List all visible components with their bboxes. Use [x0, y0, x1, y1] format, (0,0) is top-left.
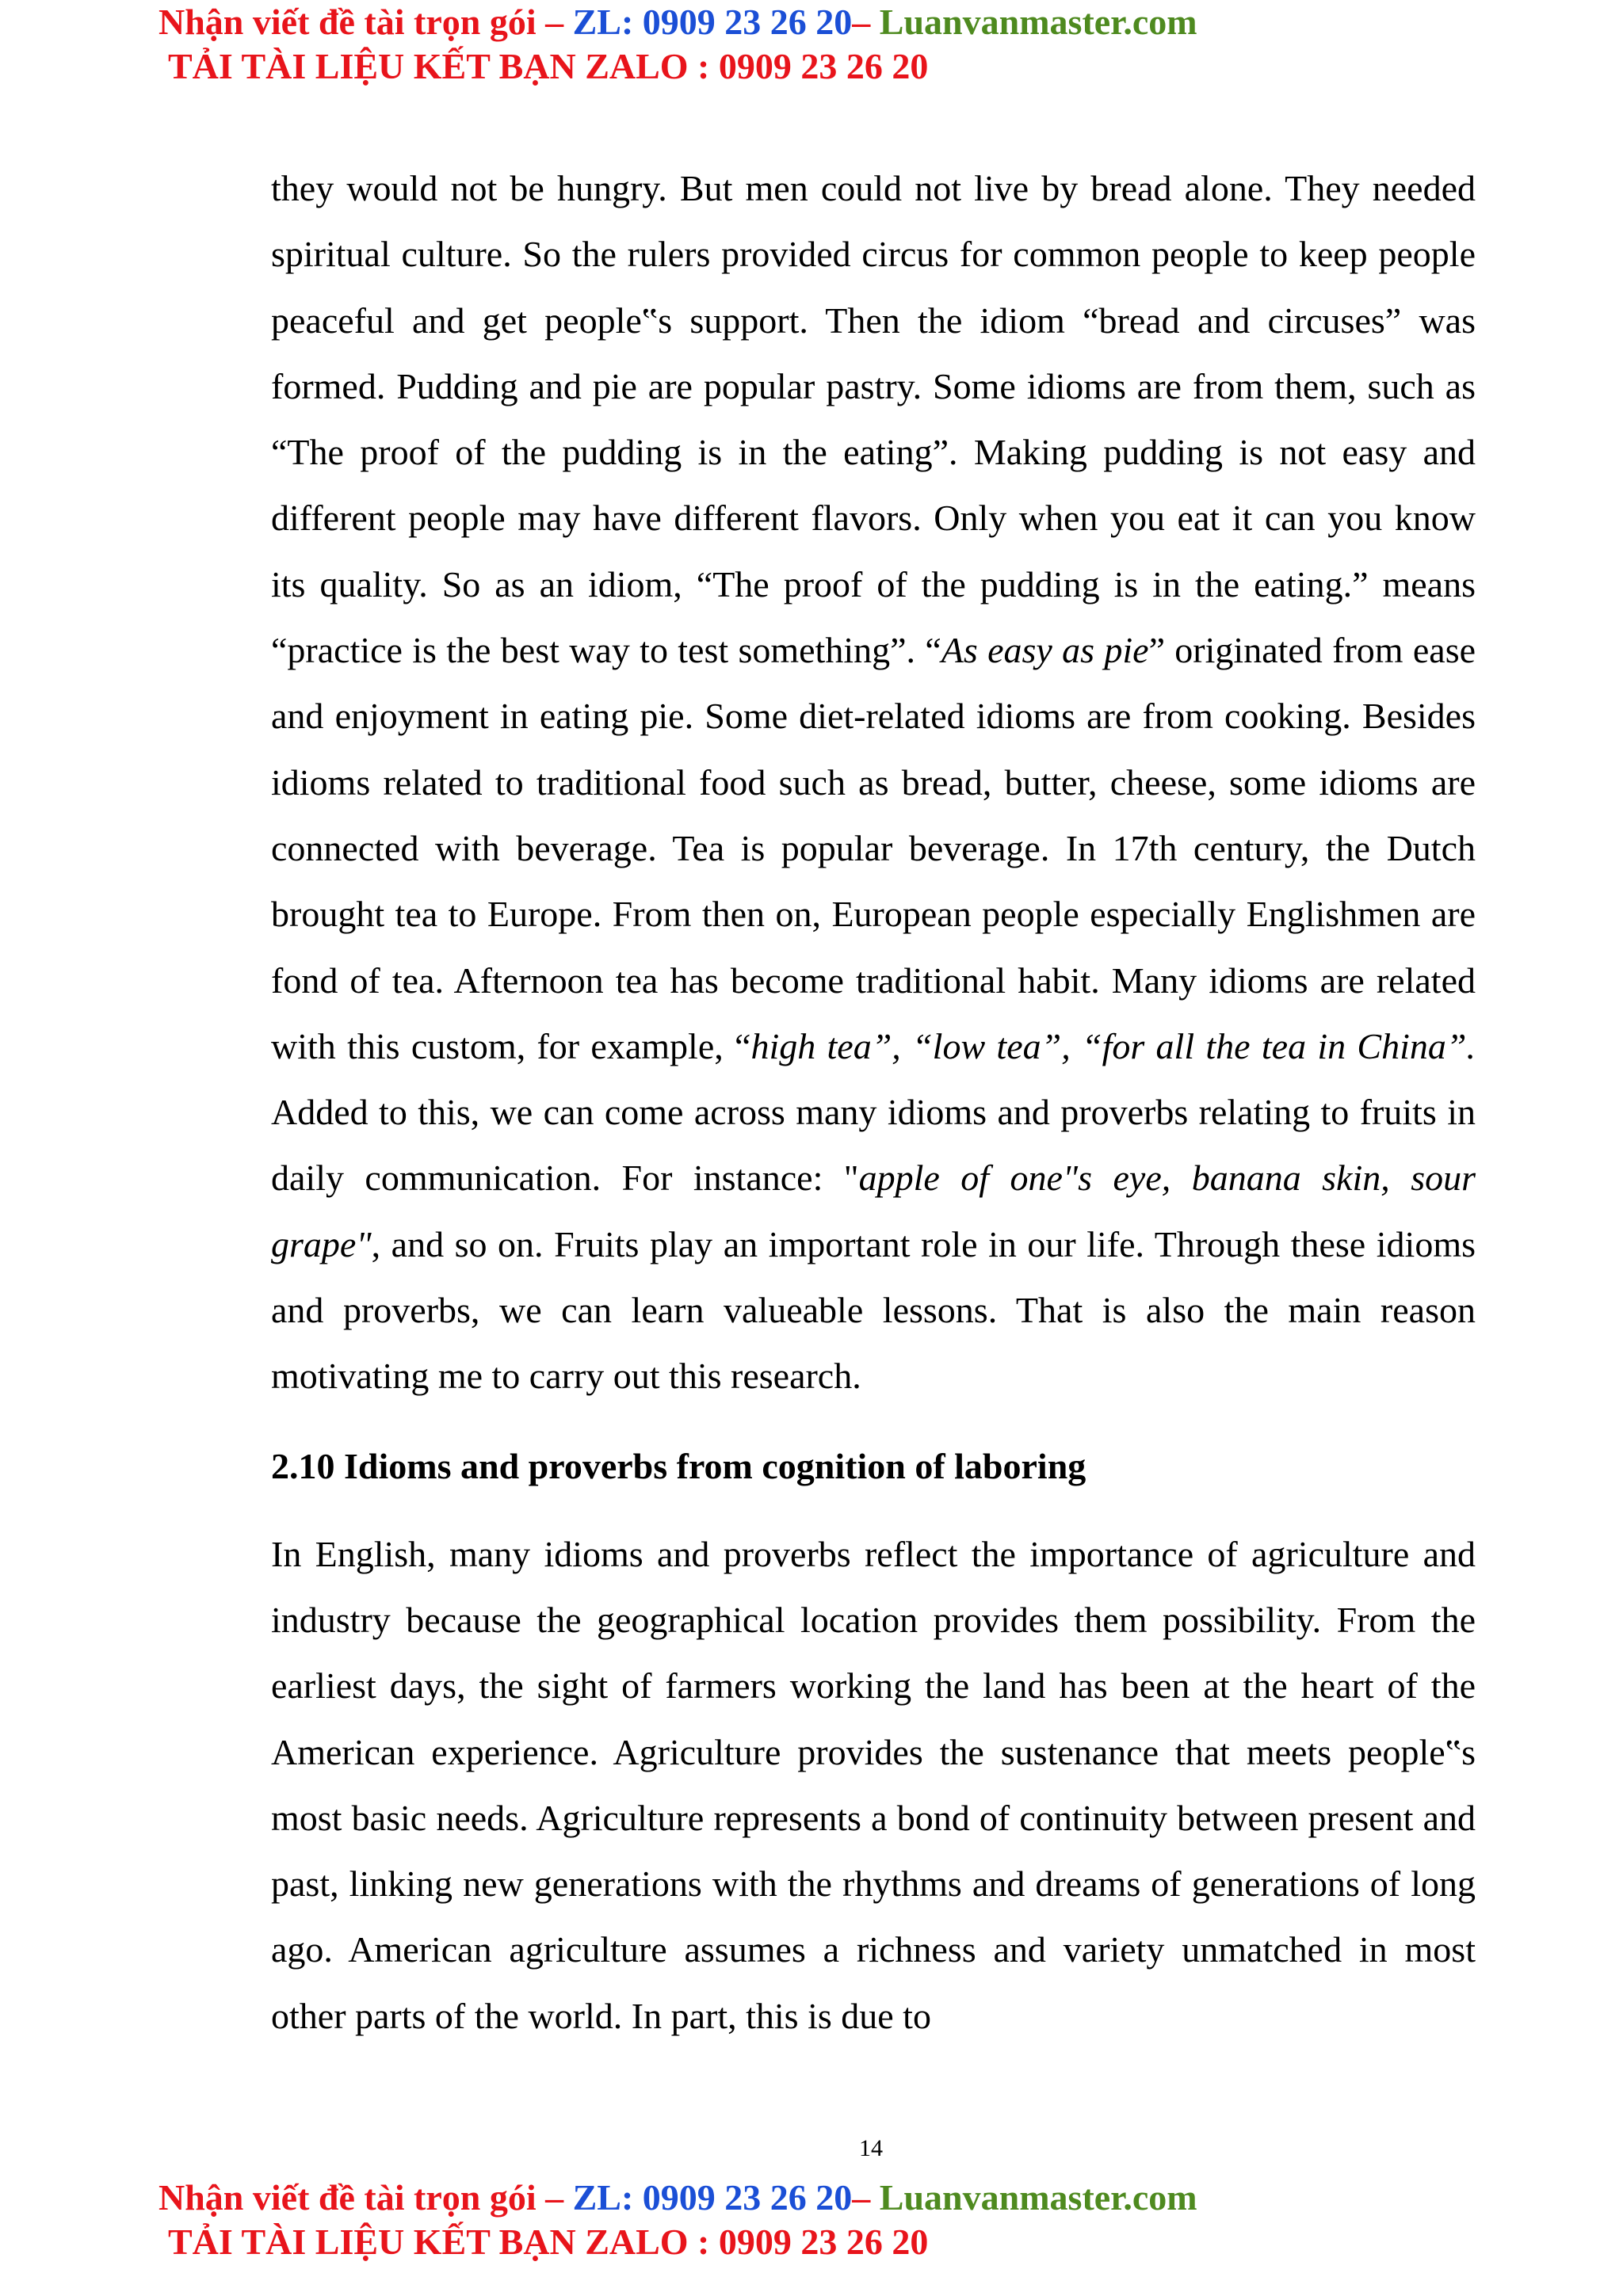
banner-line-service: Nhận viết đề tài trọn gói – ZL: 0909 23 26 20– Luanvanmaster.com	[158, 2, 1197, 42]
banner-contact-text: ZL: 0909 23 26 20	[572, 2, 853, 42]
footer-banner	[158, 2176, 1197, 2264]
italic-phrase-fruit-idioms: apple of one"s eye, banana skin, sour grape"	[271, 1158, 1476, 1264]
banner-site-link[interactable]: Luanvanmaster.com	[879, 2, 1197, 42]
header-banner	[158, 0, 1197, 89]
italic-phrase-tea-idioms: high tea”, “low tea”, “for all the tea in China”.	[750, 1025, 1476, 1066]
banner-service-text: Nhận viết đề tài trọn gói	[158, 2, 537, 42]
body-paragraph-1: they would not be hungry. But men could not live by bread alone. They needed spiritual culture. So the rulers provided circus for common people to keep people peaceful and get people‟s support. Then the idiom “bread and circuses” was formed. Pudding and pie are popular pastry. Some idioms are from them, such as “The proof of the pudding is in the eating”. Making pudding is not easy and different people may have different flavors. Only when you eat it can you know its quality. So as an idiom, “The proof of the pudding is in the eating.” means “practice is the best way to test something”. “As easy as pie” originated from ease and enjoyment in eating pie. Some diet-related idioms are from cooking. Besides idioms related to traditional food such as bread, butter, cheese, some idioms are connected with beverage. Tea is popular beverage. In 17th century, the Dutch brought tea to Europe. From then on, European people especially Englishmen are fond of tea. Afternoon tea has become traditional habit. Many idioms are related with this custom, for example, “high tea”, “low tea”, “for all the tea in China”. Added to this, we can come across many idioms and proverbs relating to fruits in daily communication. For instance: "apple of one"s eye, banana skin, sour grape", and so on. Fruits play an important role in our life. Through these idioms and proverbs, we can learn valueable lessons. That is also the main reason motivating me to carry out this research.	[271, 168, 1476, 1397]
banner-download-text: TẢI TÀI LIỆU KẾT BẠN ZALO : 0909 23 26 20	[168, 2222, 929, 2262]
italic-phrase-easy-as-pie: As easy as pie	[941, 630, 1149, 671]
banner-site-link[interactable]: Luanvanmaster.com	[879, 2177, 1197, 2218]
banner-contact-text: ZL: 0909 23 26 20	[572, 2177, 853, 2218]
body-paragraph-2: In English, many idioms and proverbs reflect the importance of agriculture and industry because the geographical location provides them possibility. From the earliest days, the sight of farmers working the land has been at the heart of the American experience. Agriculture provides the sustenance that meets people‟s most basic needs. Agriculture represents a bond of continuity between present and past, linking new generations with the rhythms and dreams of generations of long ago. American agriculture assumes a richness and variety unmatched in most other parts of the world. In part, this is due to	[271, 1533, 1476, 2036]
banner-service-text: Nhận viết đề tài trọn gói	[158, 2177, 537, 2218]
document-body	[271, 155, 1476, 2049]
banner-download-text: TẢI TÀI LIỆU KẾT BẠN ZALO : 0909 23 26 20	[168, 46, 929, 86]
banner-line-service: Nhận viết đề tài trọn gói – ZL: 0909 23 26 20– Luanvanmaster.com	[158, 2177, 1197, 2218]
section-heading: 2.10 Idioms and proverbs from cognition of laboring	[271, 1445, 1086, 1486]
page-number: 14	[859, 2135, 883, 2161]
